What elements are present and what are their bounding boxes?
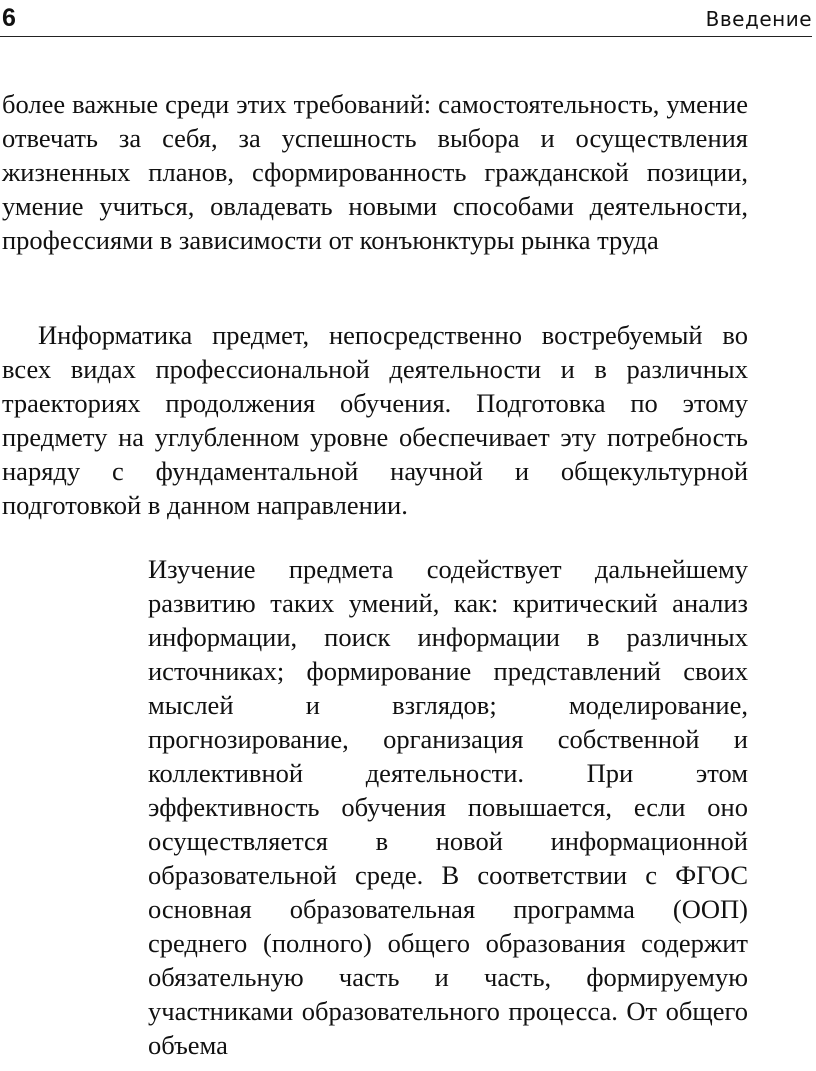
running-header (0, 2, 812, 37)
paragraph-informatics: Информатика предмет, непосредственно востребуемый во всех видах профессиональной деятельности и в различных траекториях продолжения обучения. Подготовка по этому предмету на углубленном уровне обеспечивает эту потребность наряду с фундаментальной научной и общекультурной подготовкой в данном направлении. (2, 320, 748, 520)
page-number: 6 (2, 4, 16, 32)
paragraph-requirements: более важные среди этих требований: самостоятельность, умение отвечать за себя, за успешность выбора и осуществления жизненных планов, сформированность гражданской позиции, умение учиться, овладевать новыми способами деятельности, профессиями в зависимости от конъюнктуры рынка труда (2, 89, 748, 255)
paragraph-subject-study: Изучение предмета содействует дальнейшему развитию таких умений, как: критический анализ информации, поиск информации в различных источниках; формирование представлений своих мыслей и взглядов; моделирование, прогнозирование, организация собственной и коллективной деятельности. При этом эффективность обучения повышается, если оно осуществляется в новой информационной образовательной среде. В соответствии с ФГОС основная образовательная программа (ООП) среднего (полного) общего образования содержит обязательную часть и часть, формируемую участниками образовательного процесса. От общего объема (148, 554, 748, 1060)
section-title: Введение (705, 7, 812, 31)
